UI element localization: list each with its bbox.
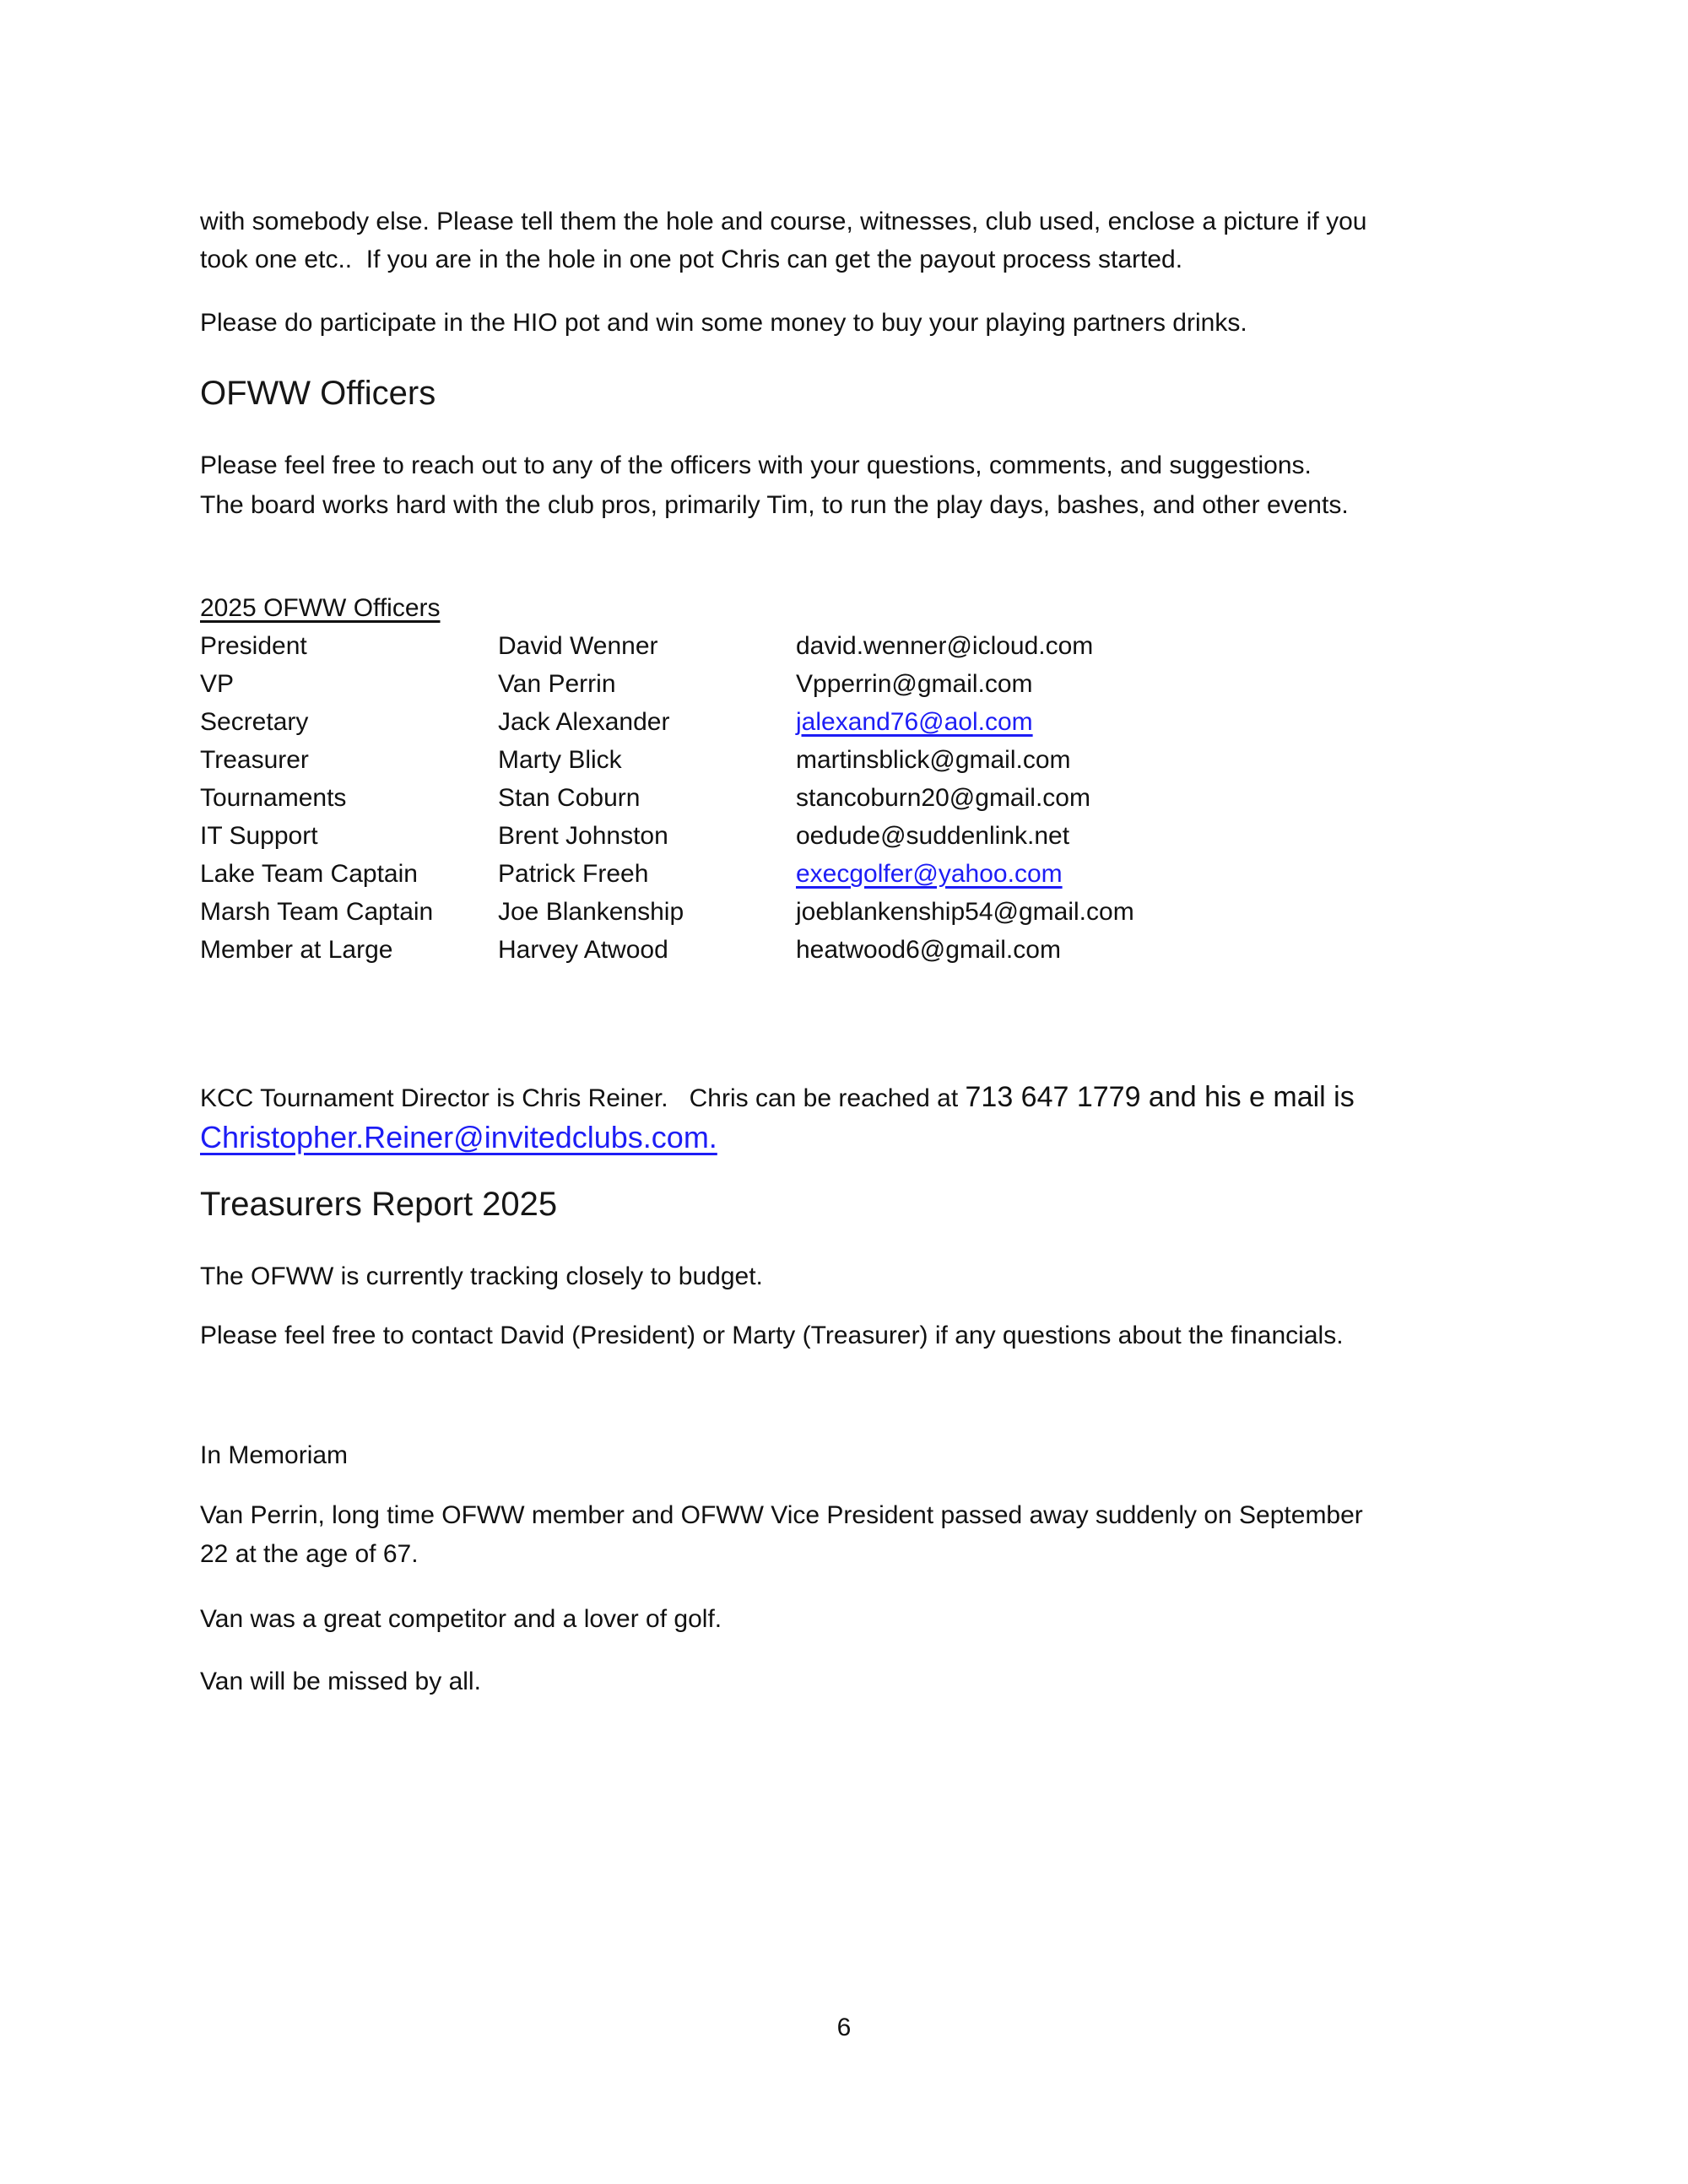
officer-email: oedude@suddenlink.net	[796, 822, 1070, 850]
officer-email-link[interactable]: jalexand76@aol.com	[796, 708, 1033, 736]
officer-role: Secretary	[200, 708, 309, 736]
officer-role: Tournaments	[200, 784, 347, 812]
paragraph-line: 22 at the age of 67.	[200, 1540, 419, 1568]
officer-role: Lake Team Captain	[200, 860, 418, 888]
officer-row	[200, 817, 1491, 855]
paragraph-contact-financials	[200, 1316, 1344, 1354]
officer-row	[200, 627, 1491, 665]
officers-list-heading: 2025 OFWW Officers	[200, 594, 441, 622]
officer-email: stancoburn20@gmail.com	[796, 784, 1090, 812]
officer-name: David Wenner	[498, 632, 658, 660]
paragraph-line: In Memoriam	[200, 1441, 349, 1469]
officer-name: Marty Blick	[498, 746, 622, 774]
kcc-text: KCC Tournament Director is Chris Reiner. Chris can be reached at	[200, 1084, 966, 1112]
officer-email: david.wenner@icloud.com	[796, 632, 1094, 660]
officer-role: Marsh Team Captain	[200, 898, 434, 926]
paragraph-line: Please feel free to reach out to any of the officers with your questions, comments, and suggestions.	[200, 451, 1312, 479]
kcc-phone: 713 647 1779 and his e mail is	[965, 1081, 1355, 1113]
paragraph-line: Van was a great competitor and a lover of golf.	[200, 1605, 722, 1633]
officer-role: President	[200, 632, 307, 660]
officer-row	[200, 931, 1491, 969]
officer-role: IT Support	[200, 822, 318, 850]
officer-row	[200, 703, 1491, 741]
officer-email-link[interactable]: execgolfer@yahoo.com	[796, 860, 1063, 888]
officer-name: Stan Coburn	[498, 784, 641, 812]
section-heading-ofww-officers: OFWW Officers	[200, 375, 436, 412]
paragraph-budget	[200, 1257, 763, 1295]
paragraph-hio-report	[200, 203, 1366, 278]
paragraph-hio-participate	[200, 304, 1247, 342]
officer-role: VP	[200, 670, 235, 698]
paragraph-memoriam-missed	[200, 1662, 481, 1700]
memoriam-title	[200, 1436, 348, 1474]
officers-list	[200, 589, 1491, 969]
officer-email: Vpperrin@gmail.com	[796, 670, 1033, 698]
officer-email: martinsblick@gmail.com	[796, 746, 1071, 774]
paragraph-line: Van will be missed by all.	[200, 1668, 481, 1695]
paragraph-line: The OFWW is currently tracking closely to budget.	[200, 1262, 763, 1290]
officer-role: Member at Large	[200, 936, 393, 964]
paragraph-line: Please do participate in the HIO pot and win some money to buy your playing partners drinks.	[200, 309, 1247, 337]
officer-name: Joe Blankenship	[498, 898, 684, 926]
kcc-email-link[interactable]: Christopher.Reiner@invitedclubs.com.	[200, 1120, 717, 1154]
paragraph-memoriam-passing	[200, 1496, 1363, 1574]
paragraph-memoriam-competitor	[200, 1600, 722, 1638]
paragraph-line: The board works hard with the club pros, primarily Tim, to run the play days, bashes, and other events.	[200, 491, 1349, 519]
paragraph-officers-intro	[200, 446, 1349, 525]
paragraph-line: with somebody else. Please tell them the hole and course, witnesses, club used, enclose a picture if you	[200, 208, 1367, 235]
officer-name: Patrick Freeh	[498, 860, 649, 888]
paragraph-line: Please feel free to contact David (President) or Marty (Treasurer) if any questions about the financials.	[200, 1322, 1344, 1349]
officer-name: Jack Alexander	[498, 708, 670, 736]
officer-email: joeblankenship54@gmail.com	[796, 898, 1134, 926]
officer-email: heatwood6@gmail.com	[796, 936, 1061, 964]
officer-row	[200, 665, 1491, 703]
officer-row	[200, 741, 1491, 779]
officer-row	[200, 779, 1491, 817]
officer-name: Brent Johnston	[498, 822, 668, 850]
paragraph-line: took one etc.. If you are in the hole in one pot Chris can get the payout process started.	[200, 246, 1183, 273]
page-number: 6	[836, 2014, 852, 2041]
officer-row	[200, 855, 1491, 893]
paragraph-line: Van Perrin, long time OFWW member and OFWW Vice President passed away suddenly on September	[200, 1501, 1363, 1529]
paragraph-kcc-director	[200, 1078, 1355, 1158]
officer-role: Treasurer	[200, 746, 309, 774]
paragraph-line	[200, 1078, 1355, 1117]
officer-row	[200, 893, 1491, 931]
section-heading-treasurers-report: Treasurers Report 2025	[200, 1186, 558, 1223]
officer-name: Van Perrin	[498, 670, 616, 698]
officer-name: Harvey Atwood	[498, 936, 668, 964]
